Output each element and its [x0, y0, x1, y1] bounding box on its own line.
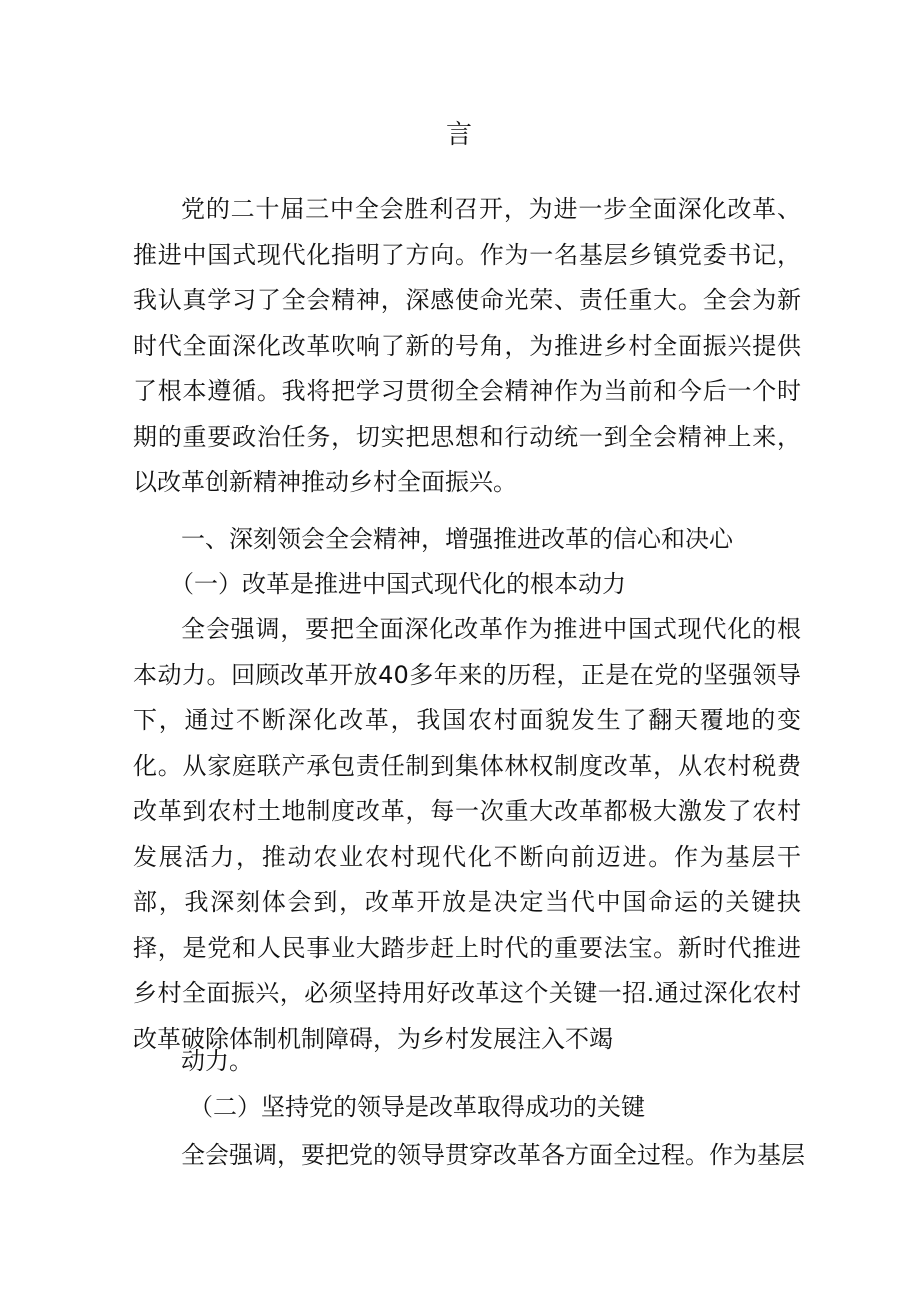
subsection-1-paragraph: 全会强调，要把全面深化改革作为推进中国式现代化的根本动力。回顾改革开放40多年来的历程，正是在党的坚强领导下，通过不断深化改革，我国农村面貌发生了翻天覆地的变化。从家庭联产承包责任制到集体林权制度改革，从农村税费改革到农村土地制度改革，每一次重大改革都极大激发了农村发展活力，推动农业农村现代化不断向前迈进。作为基层干部，我深刻体会到，改革开放是决定当代中国命运的关键抉择，是党和人民事业大踏步赶上时代的重要法宝。新时代推进乡村全面振兴，必须坚持用好改革这个关键一招.通过深化农村改革破除体制机制障碍，为乡村发展注入不竭 — [133, 615, 801, 1053]
subsection-2-paragraph: 全会强调，要把党的领导贯穿改革各方面全过程。作为基层 — [181, 1141, 805, 1169]
subsection-1-tail: 动力。 — [181, 1047, 253, 1075]
subsection-heading-2: （二）坚持党的领导是改革取得成功的关键 — [189, 1093, 645, 1121]
intro-paragraph: 党的二十届三中全会胜利召开，为进一步全面深化改革、推进中国式现代化指明了方向。作为一名基层乡镇党委书记，我认真学习了全会精神，深感使命光荣、责任重大。全会为新时代全面深化改革吹响了新的号角，为推进乡村全面振兴提供了根本遵循。我将把学习贯彻全会精神作为当前和今后一个时期的重要政治任务，切实把思想和行动统一到全会精神上来，以改革创新精神推动乡村全面振兴。 — [133, 195, 801, 496]
subsection-heading-1: （一）改革是推进中国式现代化的根本动力 — [170, 570, 626, 598]
section-heading: 一、深刻领会全会精神，增强推进改革的信心和决心 — [181, 525, 733, 553]
document-title: 言 — [445, 120, 474, 150]
